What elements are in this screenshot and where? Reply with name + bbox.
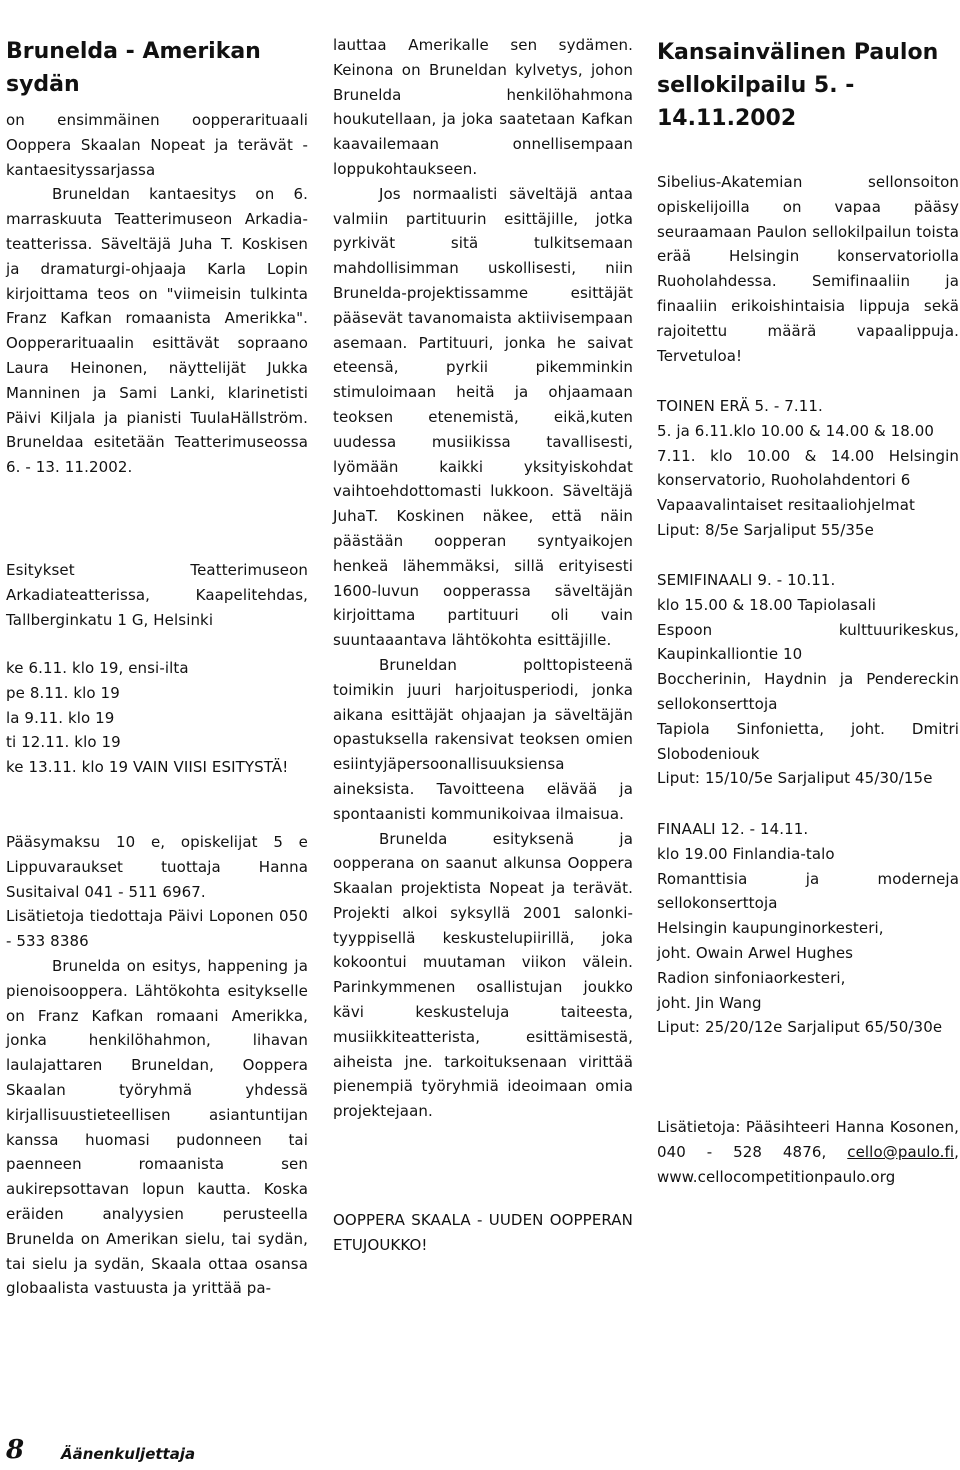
performance-schedule (6, 656, 308, 780)
competition-intro (657, 170, 959, 368)
article-title-brunelda: Brunelda - Amerikan sydän (6, 39, 261, 97)
article-body-start (6, 108, 308, 480)
round-line: Espoon kulttuurikeskus, Kaupinkalliontie 10 (657, 620, 959, 664)
ticket-and-body (6, 830, 308, 1301)
closing-slogan-block (333, 1208, 633, 1258)
round-line: Boccherinin, Haydnin ja Pendereckin sellokonserttoja (657, 670, 959, 713)
website-text: , www.cellocompetitionpaulo.org (657, 1142, 960, 1186)
schedule-item: ti 12.11. klo 19 (6, 733, 121, 752)
round-line: 7.11. klo 10.00 & 14.00 Helsingin konservatorio, Ruoholahdentori 6 (657, 446, 959, 490)
semifinal-info (657, 568, 959, 791)
email-link[interactable]: cello@paulo.fi (847, 1142, 955, 1161)
schedule-item: ke 6.11. klo 19, ensi-ilta (6, 659, 189, 677)
article-body-continued (333, 33, 633, 1124)
article-paragraph: Bruneldan kantaesitys on 6. marraskuuta Teatterimuseon Arkadia-teatterissa. Säveltäjä Juha T. Koskisen ja dramaturgi-ohjaaja Karla Lopin kirjoittama teos on "viimeisin tulkinta Franz Kafkan romaanista Amerikka". Oopperarituaalin esittävät sopraano Laura Heinonen, näyttelijät Jukka Manninen ja Sami Lanki, klarinetisti Päivi Kiljala ja pianisti TuulaHällström. Bruneldaa esitetään Teatterimuseossa 6. - 13. 11.2002. (6, 185, 308, 477)
article-paragraph: lauttaa Amerikalle sen sydämen. Keinona on Bruneldan kylvetys, johon Brunelda henkilöhahmona houkutellaan, ja joka saatetaan Kafkan kaavailemaan onnellisempaan loppukohtaukseen. (333, 36, 633, 178)
page-number: 8 (6, 1435, 25, 1465)
contact-line (657, 1115, 959, 1189)
closing-slogan: OOPPERA SKAALA - UUDEN OOPPERAN ETUJOUKKO! (333, 1211, 633, 1254)
schedule-item: ke 13.11. klo 19 VAIN VIISI ESITYSTÄ! (6, 758, 289, 777)
schedule-item: la 9.11. klo 19 (6, 708, 115, 727)
final-info (657, 817, 959, 1040)
article-paragraph: Bruneldan polttopisteenä toimikin juuri harjoitusperiodi, jonka aikana esittäjät ohjaajan ja säveltäjän opastuksella rakensivat teoksen omien esiintyjäpersoonallisuuksiensa aineksista. Tavoitteena elävää ja spontaanisti kommunikoivaa ilmaisua. (333, 655, 633, 823)
schedule-item: pe 8.11. klo 19 (6, 683, 120, 702)
article-paragraph: Jos normaalisti säveltäjä antaa valmiin partituurin esittäjille, jotka pyrkivät sitä tulkitsemaan mahdollisimman uskollisesti, niin Brunelda-projektissamme esittäjät pääsevät tavanomaista aktiivisempaan asemaan. Partituuri, jonka he saivat eteensä, pyrkii pikemminkin stimuloimaan heitä ja ohjaamaan teoksen etenemistä, eikä,kuten uudessa musiikissa tavallisesti, lyömään kaikki yksityiskohdat vaihtoehdottomasti lukkoon. Säveltäjä JuhaT. Koskinen näkee, että näin päästään oopperan syntyaikojen henkeä lähemmäksi, sillä erityisesti 1600-luvun oopperassa säveltäjän kirjoittama partituuri oli vain suuntaaantava lähtökohta esittäjille. (333, 184, 633, 650)
venue-info (6, 558, 308, 632)
round-line: SEMIFINAALI 9. - 10.11. (657, 571, 836, 589)
round-line: FINAALI 12. - 14.11. (657, 820, 809, 838)
contact-info (657, 1115, 959, 1189)
article-intro: on ensimmäinen oopperarituaali Ooppera Skaalan Nopeat ja terävät - kantaesityssarjassa (6, 111, 308, 179)
article-paragraph: Brunelda esityksenä ja oopperana on saanut alkunsa Ooppera Skaalan projektista Nopeat ja terävät. Projekti alkoi syksyllä 2001 salonki-tyyppisellä keskustelupiirillä, joka kokoontui muutaman viikon välein. Parinkymmenen osallistujan joukko kävi keskusteluja taiteesta, musiikkiteatterista, esittämisestä, aiheista jne. tarkoituksenaan virittää pienempiä työryhmiä ideoimaan omia projektejaan. (333, 829, 633, 1121)
round-line: Liput: 25/20/12e Sarjaliput 65/50/30e (657, 1018, 943, 1037)
press-contact: Lisätietoja tiedottaja Päivi Loponen 050 - 533 8386 (6, 907, 308, 951)
round-line: Liput: 15/10/5e Sarjaliput 45/30/15e (657, 769, 933, 788)
article-title-paulo: Kansainvälinen Paulon sellokilpailu 5. - 14.11.2002 (657, 40, 939, 131)
round-line: Radion sinfoniaorkesteri, (657, 968, 846, 987)
round-line: Vapaavalintaiset resitaaliohjelmat (657, 496, 916, 515)
round-line: joht. Jin Wang (657, 993, 762, 1012)
article-paragraph: Brunelda on esitys, happening ja pienoisooppera. Lähtökohta esitykselle on Franz Kafkan romaani Amerikka, jonka henkilöhahmon, lihavan laulajattaren Bruneldan, Ooppera Skaalan työryhmä yhdessä kirjallisuustieteellisen asiantuntijan kanssa huomasi pudonneen tai paenneen romaanista sen aukirepsottavan lopun kautta. Koska eräiden analyysien perusteella Brunelda on Amerikan sielu, tai sydän, tai sielu ja sydän, Skaala ottaa osansa globaalista vastuusta ja yrittää pa- (6, 956, 308, 1298)
venue-text: Esitykset Teatterimuseon Arkadiateatterissa, Kaapelitehdas, Tallberginkatu 1 G, Helsinki (6, 561, 308, 629)
publication-name: Äänenkuljettaja (61, 1445, 196, 1463)
ticket-info: Pääsymaksu 10 e, opiskelijat 5 e Lippuvaraukset tuottaja Hanna Susitaival 041 - 511 6967. (6, 833, 308, 901)
round-line: 5. ja 6.11.klo 10.00 & 14.00 & 18.00 (657, 421, 935, 440)
article-paragraph: Sibelius-Akatemian sellonsoiton opiskelijoilla on vapaa pääsy seuraamaan Paulon sellokilpailun toista erää Helsingin konservatoriolla Ruoholahdessa. Semifinaaliin ja finaaliin erikoishintaisia lippuja sekä rajoitettu määrä vapaalippuja. Tervetuloa! (657, 173, 959, 365)
round-line: Liput: 8/5e Sarjaliput 55/35e (657, 520, 875, 539)
round-line: Romanttisia ja moderneja sellokonserttoja (657, 869, 959, 913)
contact-text: Lisätietoja: Pääsihteeri Hanna Kosonen, 040 - 528 4876, (657, 1118, 959, 1161)
round-two-info (657, 394, 959, 543)
round-line: TOINEN ERÄ 5. - 7.11. (657, 397, 823, 415)
round-line: Tapiola Sinfonietta, joht. Dmitri Slobodeniouk (657, 719, 959, 763)
round-line: klo 15.00 & 18.00 Tapiolasali (657, 595, 877, 614)
round-line: joht. Owain Arwel Hughes (657, 943, 854, 962)
round-line: Helsingin kaupunginorkesteri, (657, 919, 884, 938)
round-line: klo 19.00 Finlandia-talo (657, 844, 835, 863)
